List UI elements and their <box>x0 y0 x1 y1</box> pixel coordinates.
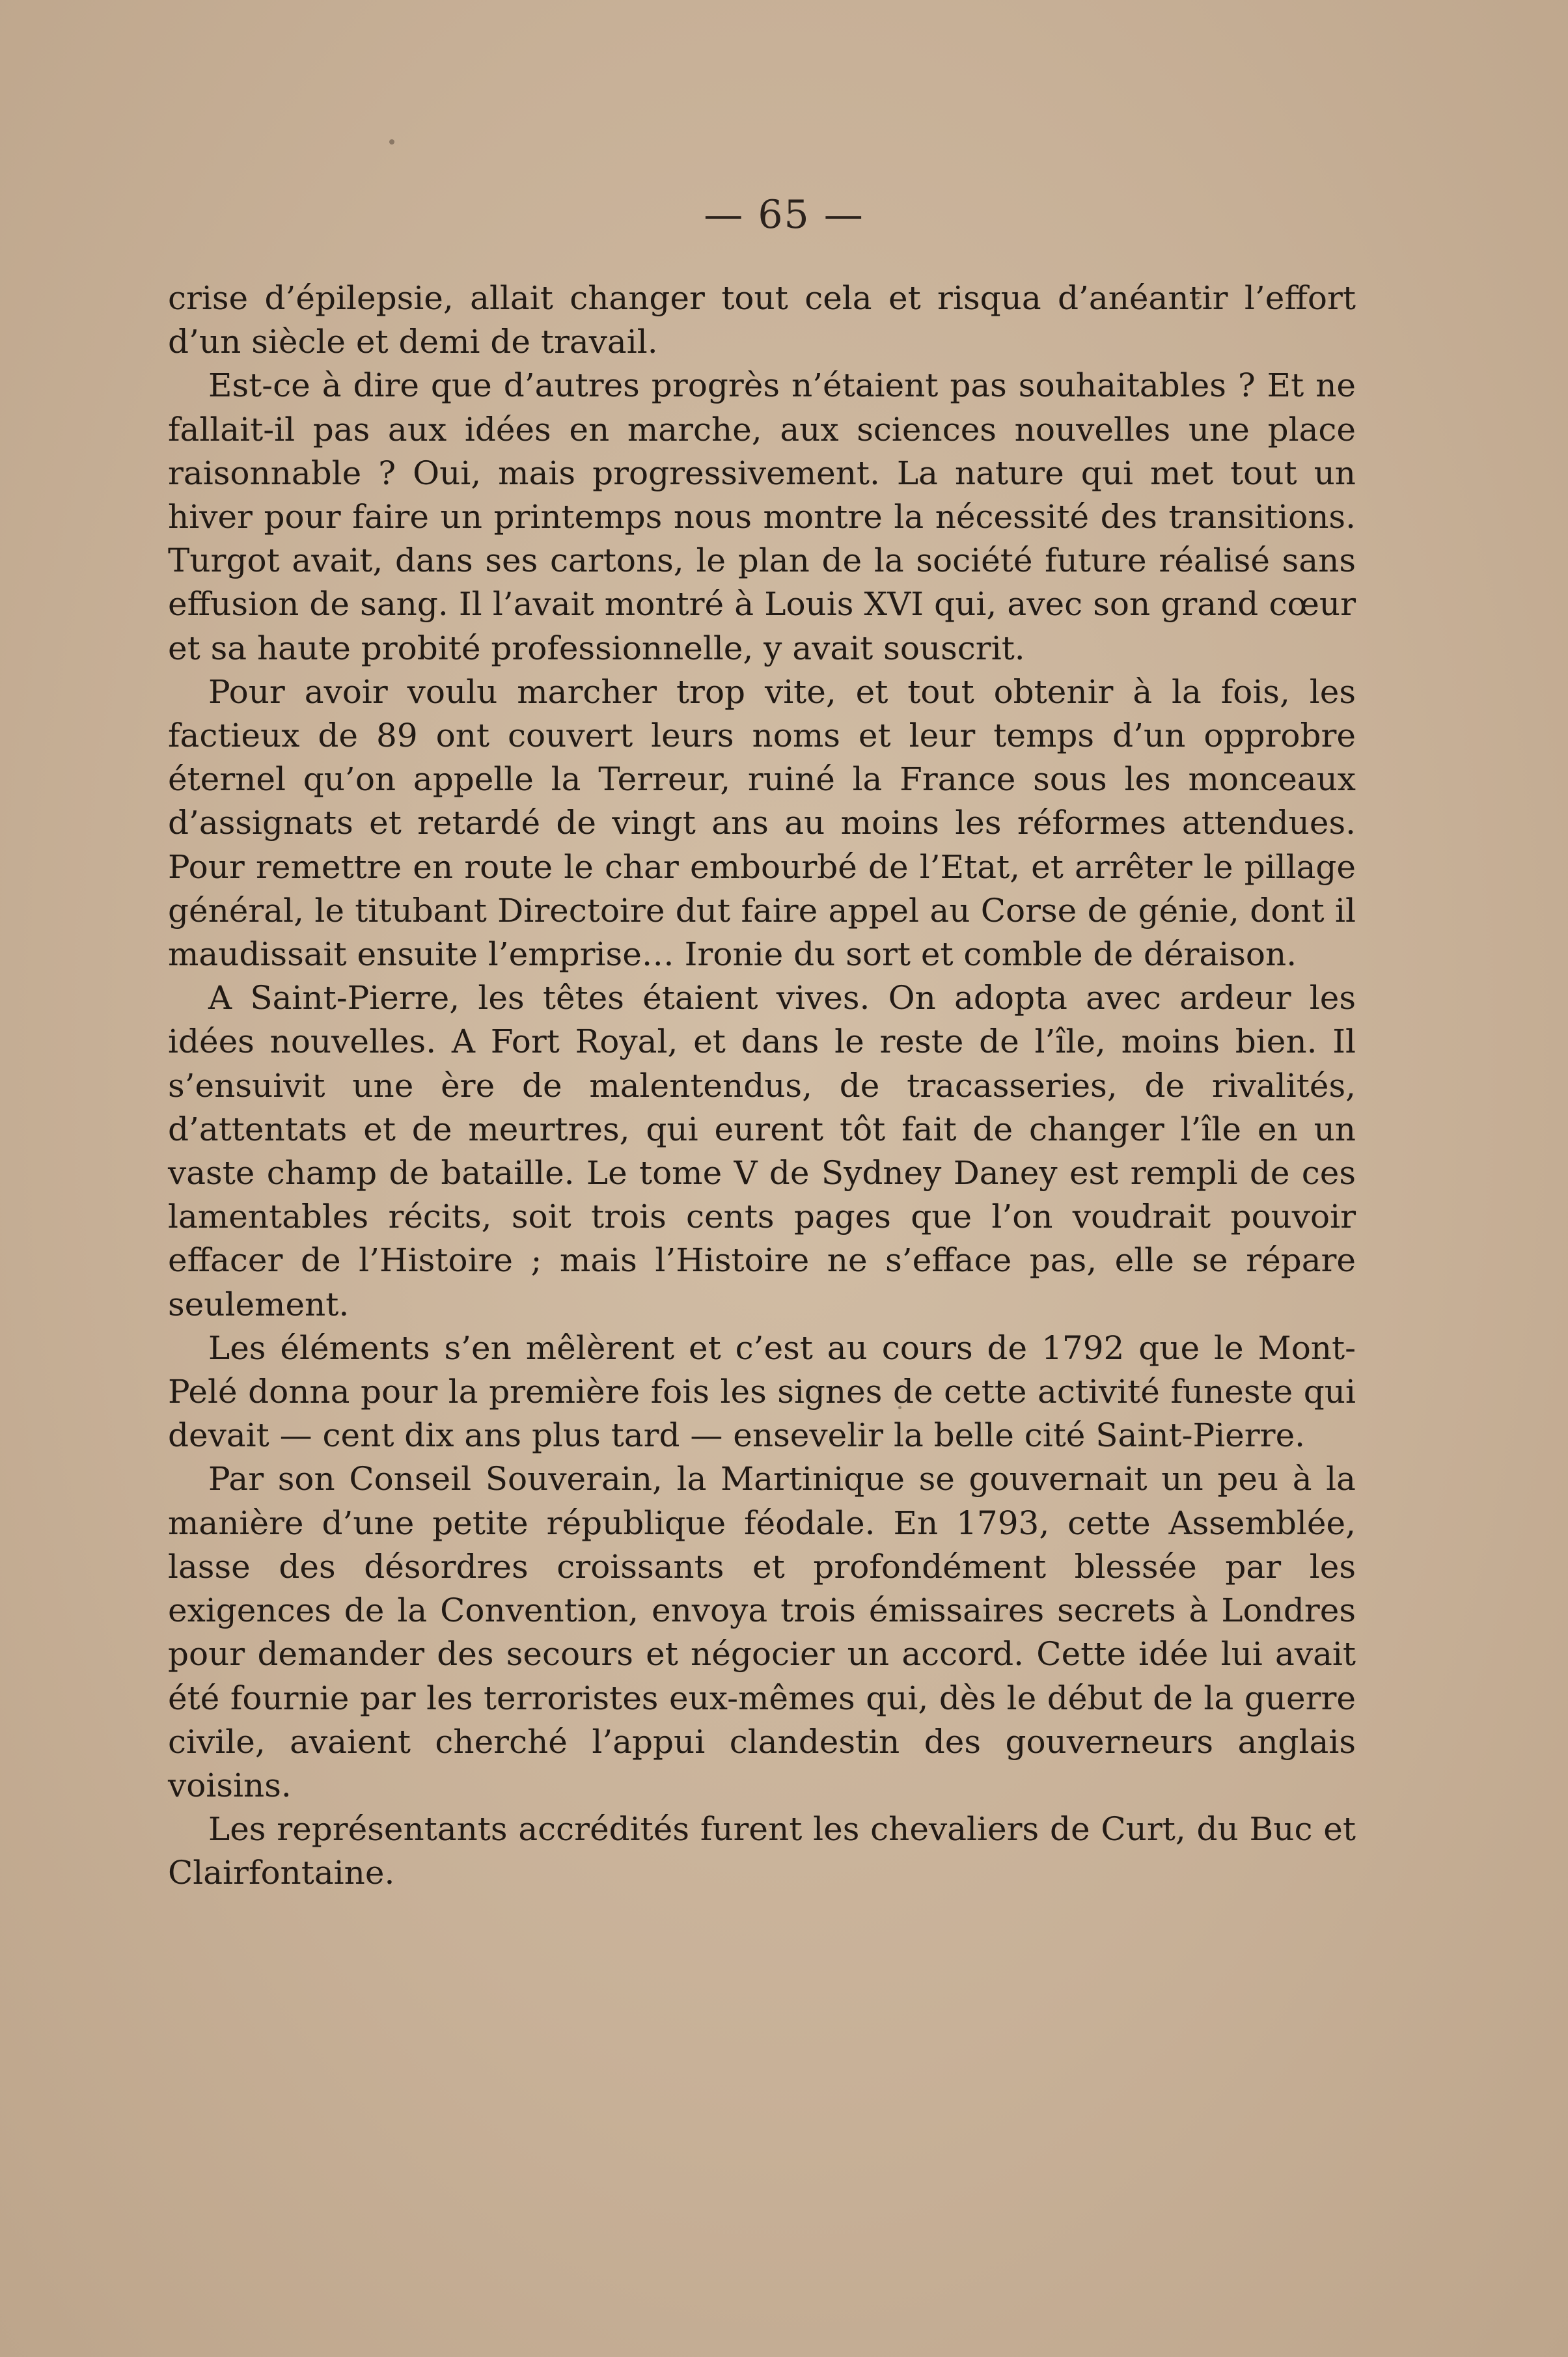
page-number: — 65 — <box>704 192 864 238</box>
paragraph: Par son Conseil Souverain, la Martinique se gouvernait un peu à la manière d’une petite république féodale. En 1793, cette Assemblée, lasse des désordres croissants et profondément blessée par les exigences de la Convention, envoya trois émissaires secrets à Londres pour demander des secours et négocier un accord. Cette idée lui avait été fournie par les terroristes eux-mêmes qui, dès le début de la guerre civile, avaient cherché l’appui clandestin des gouverneurs anglais voisins. <box>168 1460 1356 1804</box>
paragraph: Pour avoir voulu marcher trop vite, et tout obtenir à la fois, les factieux de 89 ont couvert leurs noms et leur temps d’un opprobre éternel qu’on appelle la Terreur, ruiné la France sous les monceaux d’assignats et retardé de vingt ans au moins les réformes attendues. Pour remettre en route le char embourbé de l’Etat, et arrêter le pillage général, le titubant Directoire dut faire appel au Corse de génie, dont il maudissait ensuite l’emprise… Ironie du sort et comble de déraison. <box>168 672 1356 974</box>
paragraph: Les représentants accrédités furent les chevaliers de Curt, du Buc et Clairfontaine. <box>168 1810 1356 1892</box>
paper-speck <box>389 139 394 145</box>
body-text <box>168 277 1356 1895</box>
paragraph: A Saint-Pierre, les têtes étaient vives. On adopta avec ardeur les idées nouvelles. A Fort Royal, et dans le reste de l’île, moins bien. Il s’ensuivit une ère de malentendus, de tracasseries, de rivalités, d’attentats et de meurtres, qui eurent tôt fait de changer l’île en un vaste champ de bataille. Le tome V de Sydney Daney est rempli de ces lamentables récits, soit trois cents pages que l’on voudrait pouvoir effacer de l’Histoire ; mais l’Histoire ne s’efface pas, elle se répare seulement. <box>168 979 1356 1323</box>
paragraph: Les éléments s’en mêlèrent et c’est au cours de 1792 que le Mont-Pelé donna pour la première fois les signes de cette activité funeste qui devait — cent dix ans plus tard — ensevelir la belle cité Saint-Pierre. <box>168 1329 1356 1455</box>
paragraph: crise d’épilepsie, allait changer tout cela et risqua d’anéantir l’effort d’un siècle et demi de travail. <box>168 279 1356 361</box>
paragraph: Est-ce à dire que d’autres progrès n’étaient pas souhaitables ? Et ne fallait-il pas aux idées en marche, aux sciences nouvelles une place raisonnable ? Oui, mais progressivement. La nature qui met tout un hiver pour faire un printemps nous montre la nécessité des transitions. Turgot avait, dans ses cartons, le plan de la société future réalisé sans effusion de sang. Il l’avait montré à Louis XVI qui, avec son grand cœur et sa haute probité professionnelle, y avait souscrit. <box>168 366 1356 667</box>
